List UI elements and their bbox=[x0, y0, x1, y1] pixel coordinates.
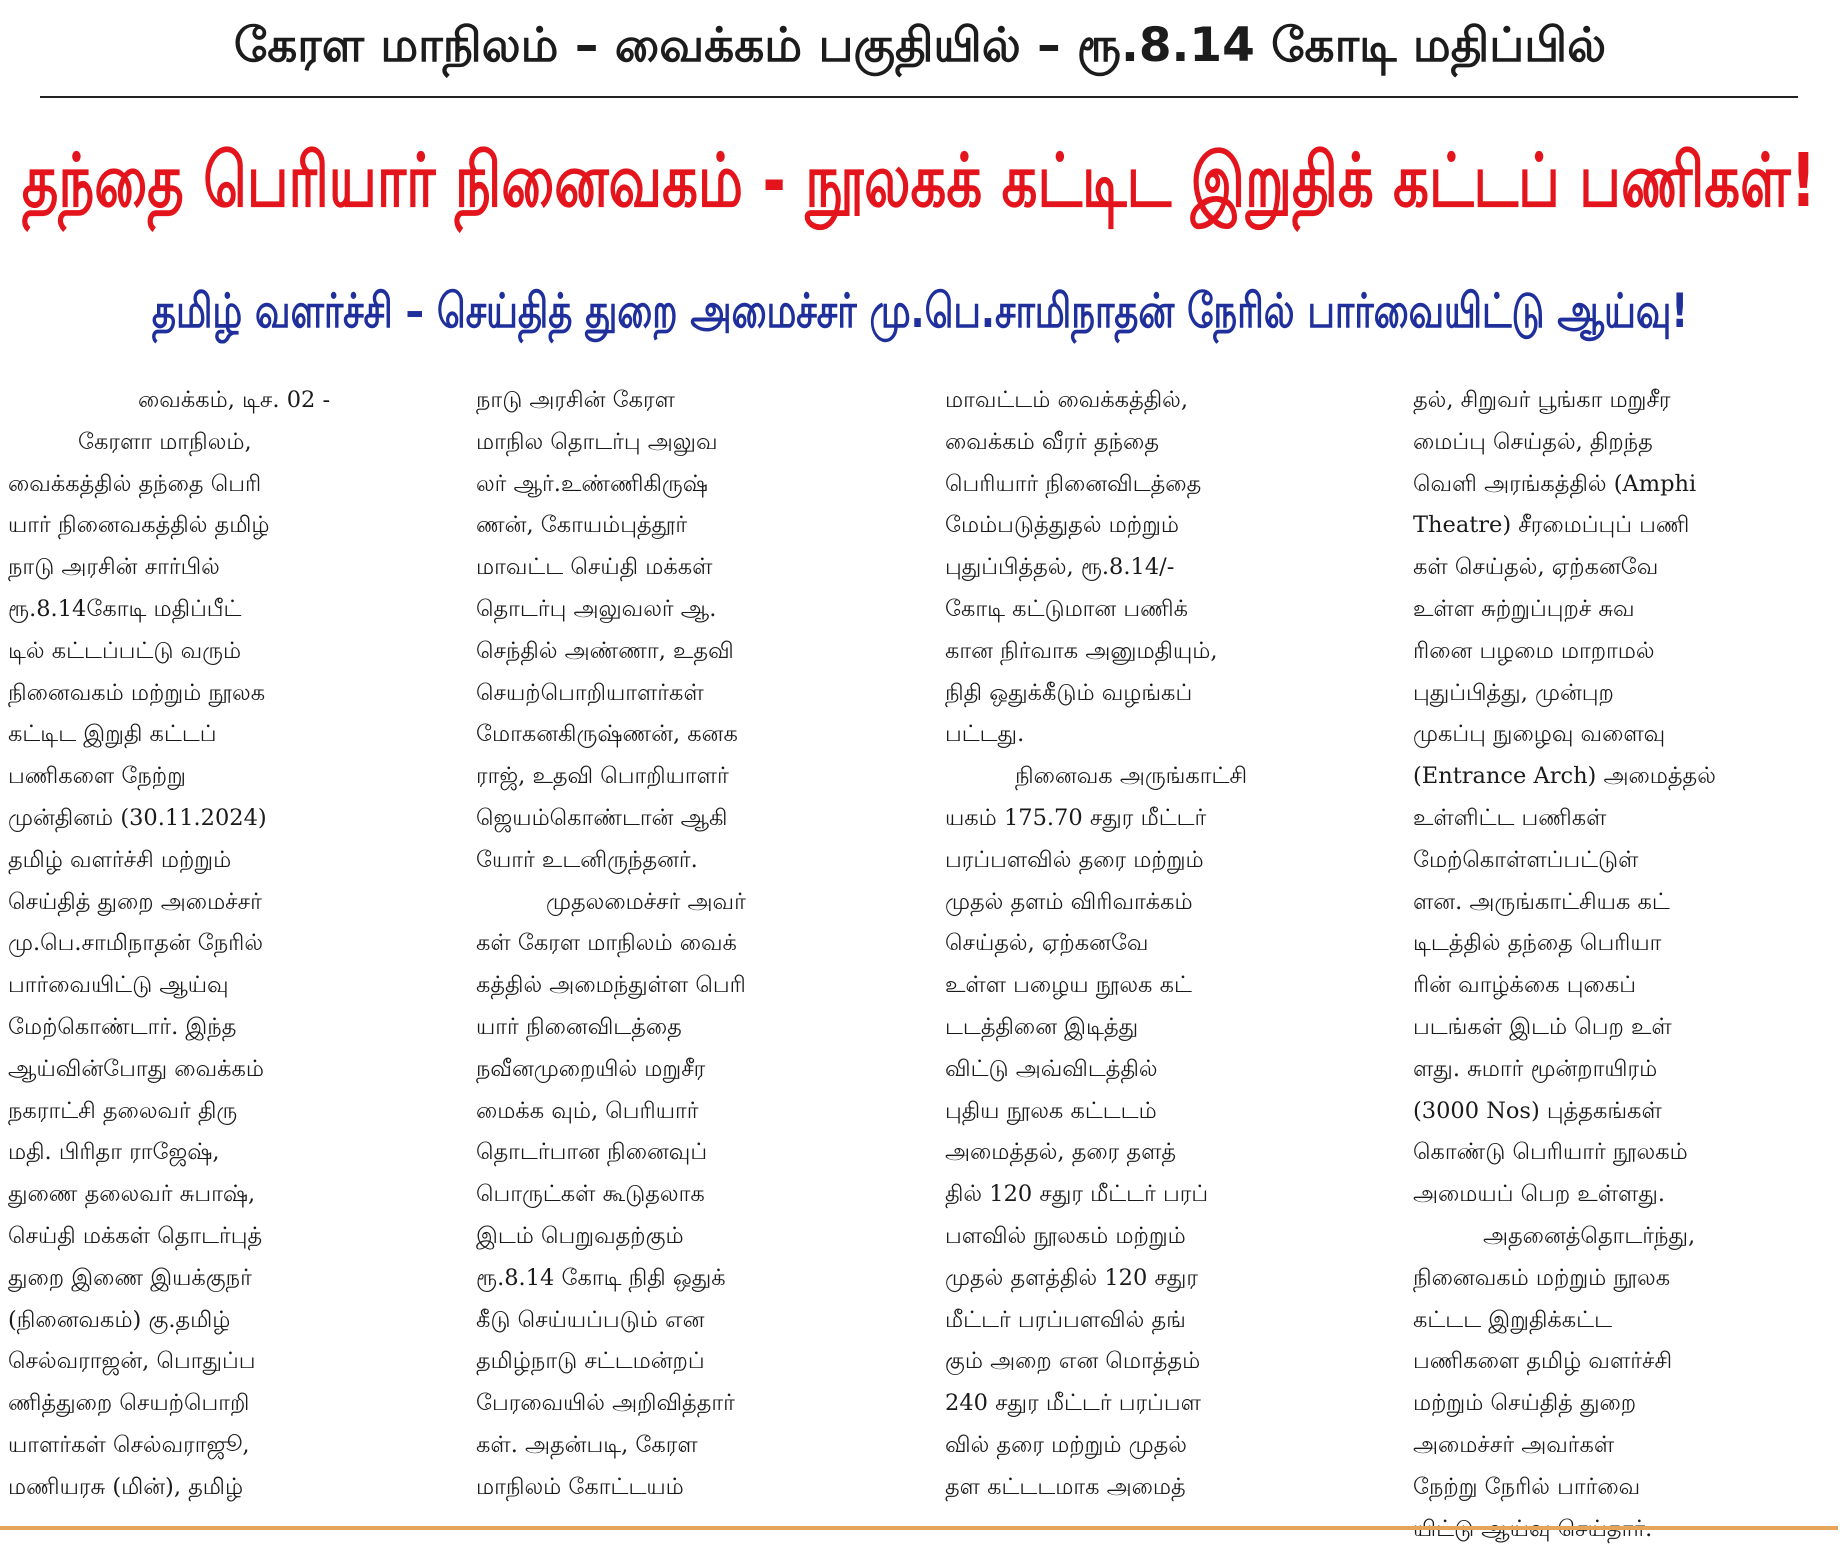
article-line: முதல் தளம் விரிவாக்கம் bbox=[945, 888, 1193, 915]
article-line: மற்றும் செய்தித் துறை bbox=[1413, 1390, 1637, 1417]
article-column-2 bbox=[476, 380, 906, 1505]
article-line: விட்டு அவ்விடத்தில் bbox=[945, 1055, 1158, 1082]
article-line: மு.பெ.சாமிநாதன் நேரில் bbox=[8, 930, 264, 957]
kicker-headline: கேரள மாநிலம் – வைக்கம் பகுதியில் – ரூ.8.14 கோடி மதிப்பில் bbox=[233, 17, 1607, 73]
article-line: ரூ.8.14 கோடி நிதி ஒதுக் bbox=[476, 1264, 726, 1291]
article-line: கள். அதன்படி, கேரள bbox=[476, 1431, 698, 1458]
article-line: கொண்டு பெரியார் நூலகம் bbox=[1413, 1139, 1688, 1166]
article-line: மாநிலம் கோட்டயம் bbox=[476, 1473, 684, 1500]
article-line: செந்தில் அண்ணா, உதவி bbox=[476, 637, 734, 664]
article-line: ரூ.8.14கோடி மதிப்பீட் bbox=[8, 595, 242, 622]
article-line: வைக்கம், டிச. 02 - bbox=[138, 387, 331, 413]
article-line: (Entrance Arch) அமைத்தல் bbox=[1413, 763, 1716, 790]
article-line: லர் ஆர்.உண்ணிகிருஷ் bbox=[476, 470, 708, 497]
article-line: தல், சிறுவர் பூங்கா மறுசீர bbox=[1413, 387, 1671, 413]
article-line: புதுப்பித்து, முன்புற bbox=[1413, 679, 1614, 706]
article-body bbox=[8, 380, 1834, 1505]
article-line: முகப்பு நுழைவு வளைவு bbox=[1413, 721, 1666, 748]
article-line: தள கட்டடமாக அமைத் bbox=[945, 1473, 1186, 1500]
article-line: அதனைத்தொடர்ந்து, bbox=[1483, 1222, 1696, 1249]
article-line: ஜெயம்கொண்டான் ஆகி bbox=[476, 804, 728, 831]
article-line: முதல் தளத்தில் 120 சதுர bbox=[945, 1264, 1199, 1291]
article-line: கோடி கட்டுமான பணிக் bbox=[945, 595, 1188, 622]
article-line: நவீனமுறையில் மறுசீர bbox=[476, 1055, 706, 1082]
article-line: அமைத்தல், தரை தளத் bbox=[945, 1139, 1177, 1166]
article-line: யகம் 175.70 சதுர மீட்டர் bbox=[945, 804, 1207, 831]
article-line: செல்வராஜன், பொதுப்ப bbox=[8, 1348, 256, 1375]
article-line: ரினை பழமை மாறாமல் bbox=[1413, 637, 1655, 664]
article-line: கள் கேரள மாநிலம் வைக் bbox=[476, 930, 737, 957]
article-line: முதலமைச்சர் அவர் bbox=[546, 888, 746, 915]
article-line: வைக்கம் வீரர் தந்தை bbox=[945, 428, 1159, 455]
bottom-border bbox=[0, 1526, 1838, 1530]
article-line: யார் நினைவகத்தில் தமிழ் bbox=[8, 512, 270, 539]
article-line: மாநில தொடர்பு அலுவ bbox=[476, 428, 718, 455]
article-line: யாளர்கள் செல்வராஜூ, bbox=[8, 1431, 250, 1458]
article-line: யார் நினைவிடத்தை bbox=[476, 1013, 682, 1040]
article-line: ணன், கோயம்புத்தூர் bbox=[476, 512, 688, 539]
article-line: இடம் பெறுவதற்கும் bbox=[476, 1222, 684, 1249]
article-line: கான நிர்வாக அனுமதியும், bbox=[945, 637, 1218, 664]
article-line: செய்தித் துறை அமைச்சர் bbox=[8, 888, 262, 915]
article-line: ணித்துறை செயற்பொறி bbox=[8, 1390, 250, 1417]
article-line: செய்தல், ஏற்கனவே bbox=[945, 930, 1149, 957]
article-line: மேற்கொண்டார். இந்த bbox=[8, 1013, 237, 1040]
article-column-3 bbox=[945, 380, 1375, 1505]
article-line: மைப்பு செய்தல், திறந்த bbox=[1413, 428, 1653, 455]
article-line: வைக்கத்தில் தந்தை பெரி bbox=[8, 470, 262, 497]
article-line: டிடத்தில் தந்தை பெரியா bbox=[1413, 930, 1662, 957]
article-line: தமிழ்நாடு சட்டமன்றப் bbox=[476, 1348, 705, 1375]
article-line: ளன. அருங்காட்சியக கட் bbox=[1413, 888, 1670, 915]
article-line: (3000 Nos) புத்தகங்கள் bbox=[1413, 1097, 1662, 1124]
article-line: மதி. பிரிதா ராஜேஷ், bbox=[8, 1139, 220, 1166]
article-line: மாவட்ட செய்தி மக்கள் bbox=[476, 554, 713, 581]
article-line: 240 சதுர மீட்டர் பரப்பள bbox=[945, 1390, 1201, 1417]
article-line: உள்ள சுற்றுப்புறச் சுவ bbox=[1413, 595, 1635, 622]
article-line: அமையப் பெற உள்ளது. bbox=[1413, 1181, 1665, 1208]
article-line: நினைவகம் மற்றும் நூலக bbox=[8, 679, 266, 706]
article-line: கட்டட இறுதிக்கட்ட bbox=[1413, 1306, 1612, 1333]
article-line: ரின் வாழ்க்கை புகைப் bbox=[1413, 972, 1636, 999]
article-line: ராஜ், உதவி பொறியாளர் bbox=[476, 763, 729, 790]
article-column-4 bbox=[1413, 380, 1843, 1505]
article-line: புதுப்பித்தல், ரூ.8.14/- bbox=[945, 554, 1175, 581]
article-line: மேம்படுத்துதல் மற்றும் bbox=[945, 512, 1179, 539]
article-line: டில் கட்டப்பட்டு வரும் bbox=[8, 637, 242, 664]
article-line: பட்டது. bbox=[945, 721, 1025, 748]
article-line: புதிய நூலக கட்டடம் bbox=[945, 1097, 1157, 1124]
article-line: பளவில் நூலகம் மற்றும் bbox=[945, 1222, 1186, 1249]
article-line: மாவட்டம் வைக்கத்தில், bbox=[945, 387, 1188, 413]
article-line: பொருட்கள் கூடுதலாக bbox=[476, 1181, 705, 1208]
article-column-1 bbox=[8, 380, 438, 1505]
article-line: மேற்கொள்ளப்பட்டுள் bbox=[1413, 846, 1639, 873]
article-line: கேரளா மாநிலம், bbox=[78, 428, 252, 455]
article-line: யோர் உடனிருந்தனர். bbox=[476, 846, 698, 873]
article-line: நேற்று நேரில் பார்வை bbox=[1413, 1473, 1641, 1500]
article-line: பேரவையில் அறிவித்தார் bbox=[476, 1390, 735, 1417]
article-line: நிதி ஒதுக்கீடும் வழங்கப் bbox=[945, 679, 1193, 706]
article-line: Theatre) சீரமைப்புப் பணி bbox=[1413, 512, 1690, 539]
article-line: நாடு அரசின் சார்பில் bbox=[8, 554, 220, 581]
article-line: மீட்டர் பரப்பளவில் தங் bbox=[945, 1306, 1186, 1333]
article-line: முன்தினம் (30.11.2024) bbox=[8, 804, 267, 831]
article-line: உள்ள பழைய நூலக கட் bbox=[945, 972, 1192, 999]
article-line: பார்வையிட்டு ஆய்வு bbox=[8, 972, 229, 999]
article-line: நினைவக அருங்காட்சி bbox=[1015, 763, 1248, 790]
article-line: நாடு அரசின் கேரள bbox=[476, 387, 675, 413]
article-line: மணியரசு (மின்), தமிழ் bbox=[8, 1473, 244, 1500]
article-line: தமிழ் வளர்ச்சி மற்றும் bbox=[8, 846, 232, 873]
article-line: உள்ளிட்ட பணிகள் bbox=[1413, 804, 1607, 831]
article-line: செயற்பொறியாளர்கள் bbox=[476, 679, 704, 706]
article-line: கும் அறை என மொத்தம் bbox=[945, 1348, 1201, 1375]
article-line: படங்கள் இடம் பெற உள் bbox=[1413, 1013, 1672, 1040]
article-line: ளது. சுமார் மூன்றாயிரம் bbox=[1413, 1055, 1658, 1082]
article-line: கீடு செய்யப்படும் என bbox=[476, 1306, 705, 1333]
article-line: பெரியார் நினைவிடத்தை bbox=[945, 470, 1202, 497]
article-line: மோகனகிருஷ்ணன், கனக bbox=[476, 721, 738, 748]
article-line: வில் தரை மற்றும் முதல் bbox=[945, 1431, 1187, 1458]
article-line: கத்தில் அமைந்துள்ள பெரி bbox=[476, 972, 746, 999]
article-line: துறை இணை இயக்குநர் bbox=[8, 1264, 252, 1291]
article-line: பணிகளை தமிழ் வளர்ச்சி bbox=[1413, 1348, 1673, 1375]
main-headline: தந்தை பெரியார் நினைவகம் - நூலகக் கட்டிட இறுதிக் கட்டப் பணிகள்! bbox=[21, 137, 1817, 224]
article-line: நினைவகம் மற்றும் நூலக bbox=[1413, 1264, 1671, 1291]
article-line: கட்டிட இறுதி கட்டப் bbox=[8, 721, 217, 748]
article-line: நகராட்சி தலைவர் திரு bbox=[8, 1097, 238, 1124]
article-line: அமைச்சர் அவர்கள் bbox=[1413, 1431, 1615, 1458]
article-line: தொடர்பான நினைவுப் bbox=[476, 1139, 708, 1166]
article-line: தொடர்பு அலுவலர் ஆ. bbox=[476, 595, 717, 622]
article-line: ஆய்வின்போது வைக்கம் bbox=[8, 1055, 265, 1082]
article-line: மைக்க வும், பெரியார் bbox=[476, 1097, 699, 1124]
article-line: பணிகளை நேற்று bbox=[8, 763, 186, 790]
article-line: டடத்தினை இடித்து bbox=[945, 1013, 1139, 1040]
article-line: துணை தலைவர் சுபாஷ், bbox=[8, 1181, 256, 1208]
article-line: (நினைவகம்) கு.தமிழ் bbox=[8, 1306, 231, 1333]
article-line: வெளி அரங்கத்தில் (Amphi bbox=[1413, 470, 1697, 497]
article-line: பரப்பளவில் தரை மற்றும் bbox=[945, 846, 1204, 873]
article-line: செய்தி மக்கள் தொடர்புத் bbox=[8, 1222, 263, 1249]
sub-headline: தமிழ் வளர்ச்சி – செய்தித் துறை அமைச்சர் மு.பெ.சாமிநாதன் நேரில் பார்வையிட்டு ஆய்வு! bbox=[151, 283, 1689, 339]
article-line: தில் 120 சதுர மீட்டர் பரப் bbox=[945, 1181, 1209, 1208]
article-line: கள் செய்தல், ஏற்கனவே bbox=[1413, 554, 1659, 581]
